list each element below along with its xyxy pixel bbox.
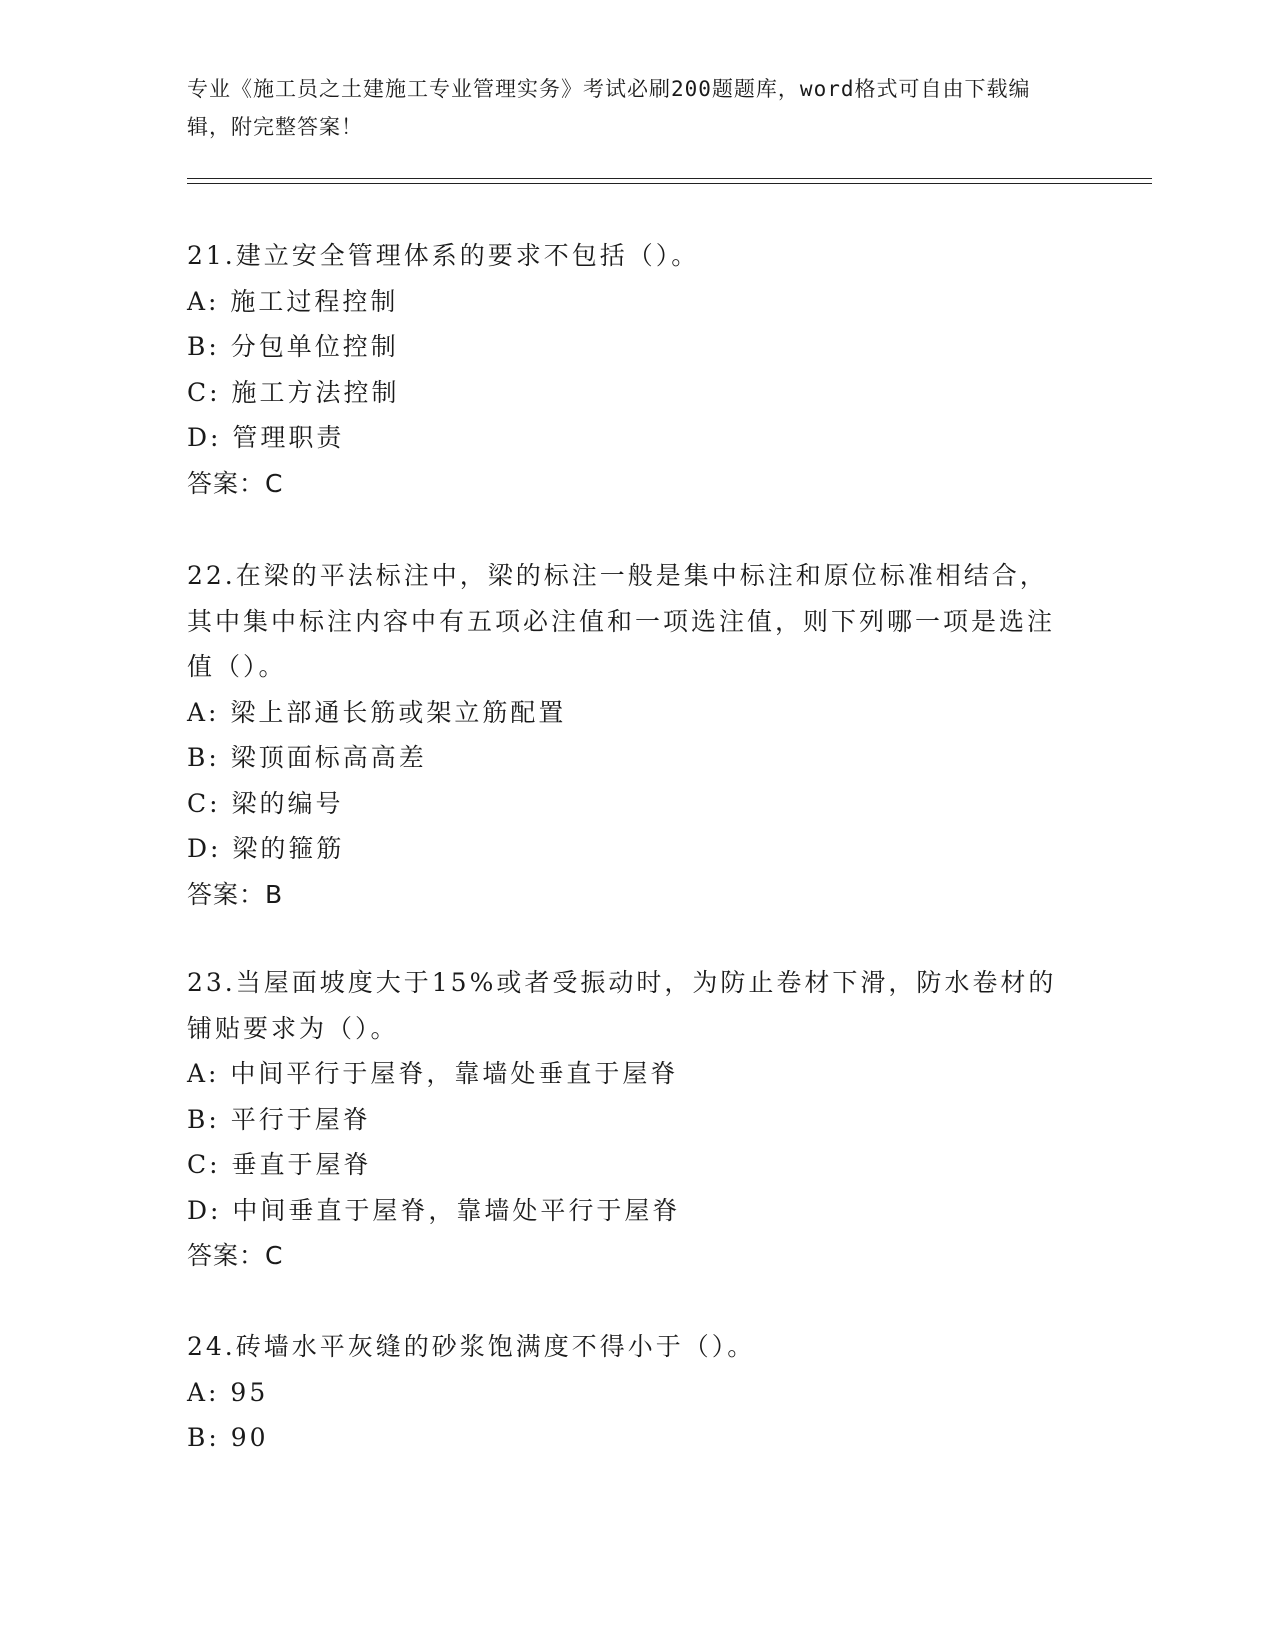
document-header: 专业《施工员之土建施工专业管理实务》考试必刷200题题库，word格式可自由下载编辑，附完整答案！ [187, 77, 1031, 139]
question-stem: 22.在梁的平法标注中，梁的标注一般是集中标注和原位标准相结合，其中集中标注内容中有五项必注值和一项选注值，则下列哪一项是选注值（）。 [187, 561, 1056, 681]
option-c: C: 梁的编号 [187, 788, 344, 818]
header-divider-top [187, 178, 1152, 179]
option-a: A: 中间平行于屋脊，靠墙处垂直于屋脊 [187, 1059, 679, 1088]
option-d: D: 中间垂直于屋脊，靠墙处平行于屋脊 [187, 1195, 681, 1225]
option-c: C: 施工方法控制 [187, 377, 400, 407]
option-b: B: 90 [187, 1423, 269, 1452]
option-d: D: 管理职责 [187, 423, 345, 452]
answer: 答案：B [187, 879, 284, 909]
option-b: B: 平行于屋脊 [187, 1104, 371, 1134]
option-a: A: 施工过程控制 [187, 286, 399, 316]
option-a: A: 95 [187, 1377, 269, 1407]
question-stem: 24.砖墙水平灰缝的砂浆饱满度不得小于（）。 [187, 1332, 756, 1361]
option-d: D: 梁的箍筋 [187, 834, 345, 863]
header-divider-bottom [187, 183, 1152, 184]
question-stem: 23.当屋面坡度大于15%或者受振动时，为防止卷材下滑，防水卷材的铺贴要求为（）。 [187, 968, 1057, 1043]
option-b: B: 分包单位控制 [187, 332, 399, 361]
question-24 [187, 1324, 1067, 1461]
question-22 [187, 553, 1067, 917]
answer: 答案：C [187, 468, 284, 498]
question-23 [187, 960, 1067, 1279]
answer: 答案：C [187, 1241, 284, 1270]
option-c: C: 垂直于屋脊 [187, 1150, 372, 1179]
question-21 [187, 233, 1067, 506]
option-b: B: 梁顶面标高高差 [187, 743, 427, 772]
question-stem: 21.建立安全管理体系的要求不包括（）。 [187, 241, 700, 270]
option-a: A: 梁上部通长筋或架立筋配置 [187, 697, 567, 727]
